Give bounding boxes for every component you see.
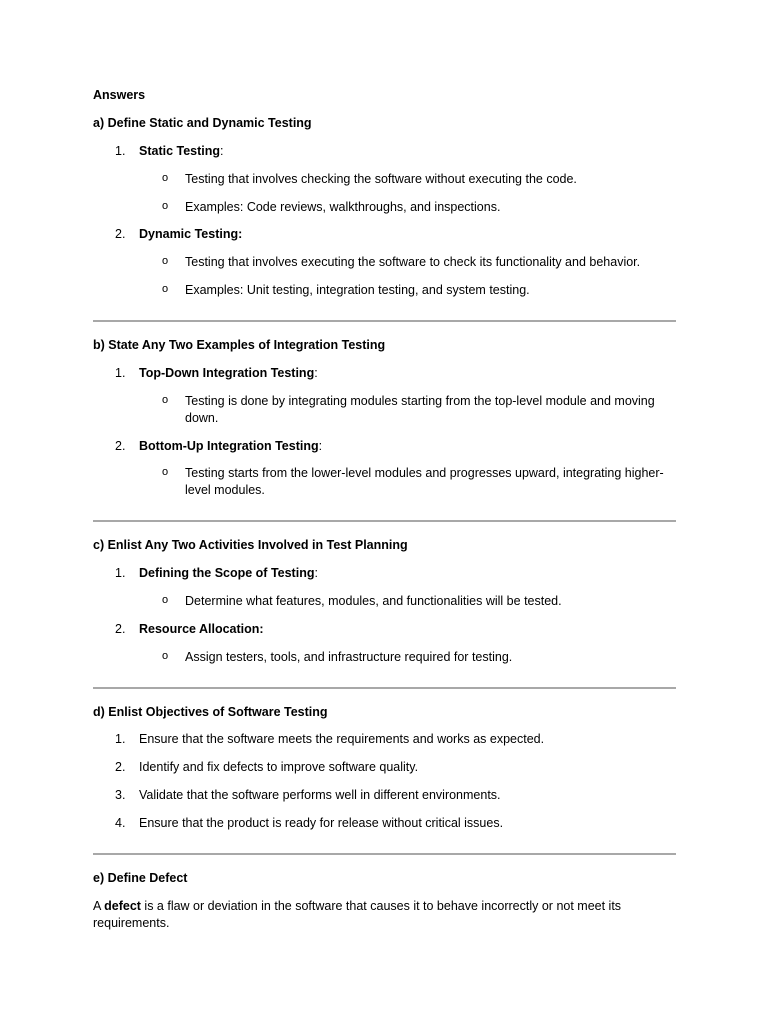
term-suffix: : xyxy=(314,365,318,380)
term-label: Resource Allocation: xyxy=(139,621,264,636)
document-content xyxy=(93,87,676,943)
list-number: 2. xyxy=(115,438,126,453)
sub-bullet xyxy=(93,393,676,427)
list-item xyxy=(93,438,676,455)
defect-definition xyxy=(93,898,676,932)
list-number: 1. xyxy=(115,365,126,380)
hollow-bullet-icon: o xyxy=(162,649,169,662)
term-suffix: : xyxy=(318,438,323,453)
sub-bullet xyxy=(93,593,676,610)
term-label: Bottom-Up Integration Testing xyxy=(139,438,319,453)
hollow-bullet-icon: o xyxy=(162,199,169,212)
section-b-heading: b) State Any Two Examples of Integration Testing xyxy=(93,338,386,352)
sub-bullet-text: Testing is done by integrating modules starting from the top-level module and moving down. xyxy=(185,393,655,425)
term-label: Top-Down Integration Testing xyxy=(139,365,315,380)
sub-bullet xyxy=(93,254,676,271)
list-number: 1. xyxy=(115,143,126,158)
list-item xyxy=(93,226,676,243)
document-title: Answers xyxy=(93,88,146,102)
sub-bullet xyxy=(93,649,676,666)
list-number: 2. xyxy=(115,621,126,636)
list-number: 1. xyxy=(115,732,126,747)
section-divider xyxy=(93,520,676,522)
objective-text: Ensure that the product is ready for release without critical issues. xyxy=(139,816,504,830)
section-divider xyxy=(93,687,676,689)
hollow-bullet-icon: o xyxy=(162,255,169,268)
list-item xyxy=(93,143,676,160)
section-d-heading: d) Enlist Objectives of Software Testing xyxy=(93,704,328,719)
objective-text: Identify and fix defects to improve software quality. xyxy=(139,760,419,775)
hollow-bullet-icon: o xyxy=(162,393,169,406)
sub-bullet xyxy=(93,282,676,299)
objective-text: Ensure that the software meets the requirements and works as expected. xyxy=(139,732,545,747)
sub-bullet-text: Assign testers, tools, and infrastructure required for testing. xyxy=(185,649,513,664)
objective-item xyxy=(93,759,676,776)
sub-bullet-text: Determine what features, modules, and functionalities will be tested. xyxy=(185,593,562,608)
sub-bullet-text: Testing that involves checking the software without executing the code. xyxy=(185,171,577,186)
hollow-bullet-icon: o xyxy=(162,283,169,296)
hollow-bullet-icon: o xyxy=(162,466,169,479)
section-e-heading: e) Define Defect xyxy=(93,870,188,885)
definition-rest: is a flaw or deviation in the software that causes it to behave incorrectly or not meet its requirements. xyxy=(93,898,622,930)
section-divider xyxy=(93,853,676,855)
sub-bullet xyxy=(93,199,676,216)
sub-bullet-text: Testing that involves executing the software to check its functionality and behavior. xyxy=(185,255,641,270)
term-label: Dynamic Testing: xyxy=(139,227,243,242)
list-number: 3. xyxy=(115,788,126,803)
sub-bullet xyxy=(93,171,676,188)
list-number: 2. xyxy=(115,760,126,775)
list-number: 4. xyxy=(115,816,126,830)
section-a-heading: a) Define Static and Dynamic Testing xyxy=(93,115,312,130)
definition-term: defect xyxy=(104,898,141,913)
objective-item xyxy=(93,731,676,748)
definition-prefix: A xyxy=(93,898,105,913)
sub-bullet-text: Testing starts from the lower-level modules and progresses upward, integrating higher-level modules. xyxy=(185,466,664,498)
sub-bullet-text: Examples: Code reviews, walkthroughs, and inspections. xyxy=(185,199,501,214)
term-label: Defining the Scope of Testing xyxy=(139,566,315,580)
list-number: 2. xyxy=(115,227,126,242)
section-c-heading: c) Enlist Any Two Activities Involved in Test Planning xyxy=(93,538,408,553)
list-item xyxy=(93,365,676,382)
hollow-bullet-icon: o xyxy=(162,593,169,606)
objective-item xyxy=(93,787,676,804)
list-item xyxy=(93,621,676,638)
term-suffix: : xyxy=(314,566,318,580)
objective-text: Validate that the software performs well in different environments. xyxy=(139,788,501,803)
term-label: Static Testing xyxy=(139,143,221,158)
sub-bullet xyxy=(93,465,676,499)
section-divider xyxy=(93,320,676,322)
hollow-bullet-icon: o xyxy=(162,171,169,184)
objective-item xyxy=(93,815,676,832)
term-suffix: : xyxy=(220,143,224,158)
sub-bullet-text: Examples: Unit testing, integration testing, and system testing. xyxy=(185,283,530,298)
list-number: 1. xyxy=(115,566,126,580)
list-item xyxy=(93,565,676,582)
